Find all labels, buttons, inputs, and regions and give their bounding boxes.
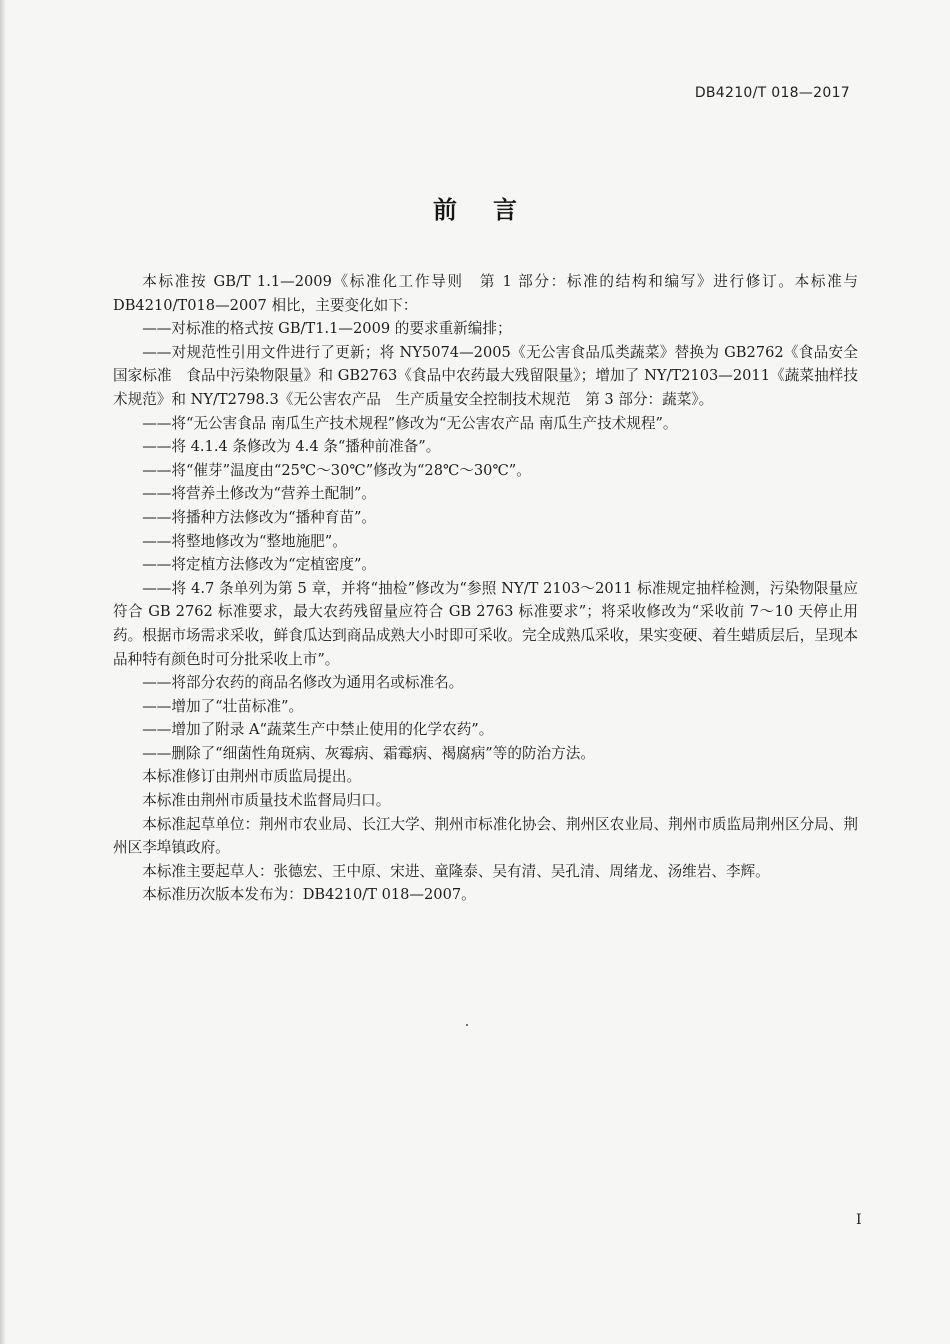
change-item: ——增加了附录 A“蔬菜生产中禁止使用的化学农药”。 [142, 721, 494, 739]
change-item: ——将整地修改为“整地施肥”。 [142, 532, 347, 550]
paragraph-drafting-units: 本标准起草单位：荆州市农业局、长江大学、荆州市标准化协会、荆州区农业局、荆州市质监局荆州区分局、荆州区李埠镇政府。 [113, 815, 858, 857]
change-item: ——将“催芽”温度由“25℃～30℃”修改为“28℃～30℃”。 [142, 461, 531, 479]
change-item: ——将播种方法修改为“播种育苗”。 [142, 508, 377, 526]
document-code: DB4210/T 018—2017 [694, 85, 850, 101]
paragraph-proposer: 本标准修订由荆州市质监局提出。 [142, 768, 362, 786]
change-item: ——将定植方法修改为“定植密度”。 [142, 556, 377, 574]
paragraph-drafters: 本标准主要起草人：张德宏、王中原、宋进、童隆泰、吴有清、吴孔清、周绪龙、汤维岩、李辉。 [142, 862, 770, 880]
paragraph-administrator: 本标准由荆州市质量技术监督局归口。 [142, 792, 391, 810]
change-item: ——将营养土修改为“营养土配制”。 [142, 485, 377, 503]
change-item: ——将“无公害食品 南瓜生产技术规程”修改为“无公害农产品 南瓜生产技术规程”。 [142, 414, 678, 432]
paragraph-intro: 本标准按 GB/T 1.1—2009《标准化工作导则 第 1 部分：标准的结构和编写》进行修订。本标准与 DB4210/T018—2007 相比，主要变化如下： [113, 273, 858, 314]
change-item: ——将部分农药的商品名修改为通用名或标准名。 [142, 674, 464, 692]
foreword-body [113, 270, 858, 907]
page-number: I [856, 1212, 862, 1228]
change-item: ——对规范性引用文件进行了更新；将 NY5074—2005《无公害食品瓜类蔬菜》替换为 GB2762《食品安全国家标准 食品中污染物限量》和 GB2763《食品中农药最大残留限量》；增加了 NY/T2103—2011《蔬菜抽样技术规范》和 NY/T2798.3《无公害农产品 生产质量安全控制技术规范 第 3 部分：蔬菜》。 [113, 343, 858, 408]
change-item: ——删除了“细菌性角斑病、灰霉病、霜霉病、褐腐病”等的防治方法。 [142, 744, 595, 762]
change-item: ——增加了“壮苗标准”。 [142, 697, 304, 715]
change-item: ——将 4.7 条单列为第 5 章，并将“抽检”修改为“参照 NY/T 2103～2011 标准规定抽样检测，污染物限量应符合 GB 2762 标准要求，最大农药残留量应符合 GB 2763 标准要求”；将采收修改为“采收前 7～10 天停止用药。根据市场需求采收，鲜食瓜达到商品成熟大小时即可采收。完全成熟瓜采收，果实变硬、着生蜡质层后，呈现本品种特有颜色时可分批采收上市”。 [113, 579, 858, 668]
scan-speck [466, 1024, 468, 1026]
paragraph-version-history: 本标准历次版本发布为：DB4210/T 018—2007。 [142, 886, 476, 904]
change-item: ——将 4.1.4 条修改为 4.4 条“播种前准备”。 [142, 438, 441, 456]
change-item: ——对标准的格式按 GB/T1.1—2009 的要求重新编排； [142, 320, 512, 338]
page-title: 前言 [433, 196, 553, 224]
